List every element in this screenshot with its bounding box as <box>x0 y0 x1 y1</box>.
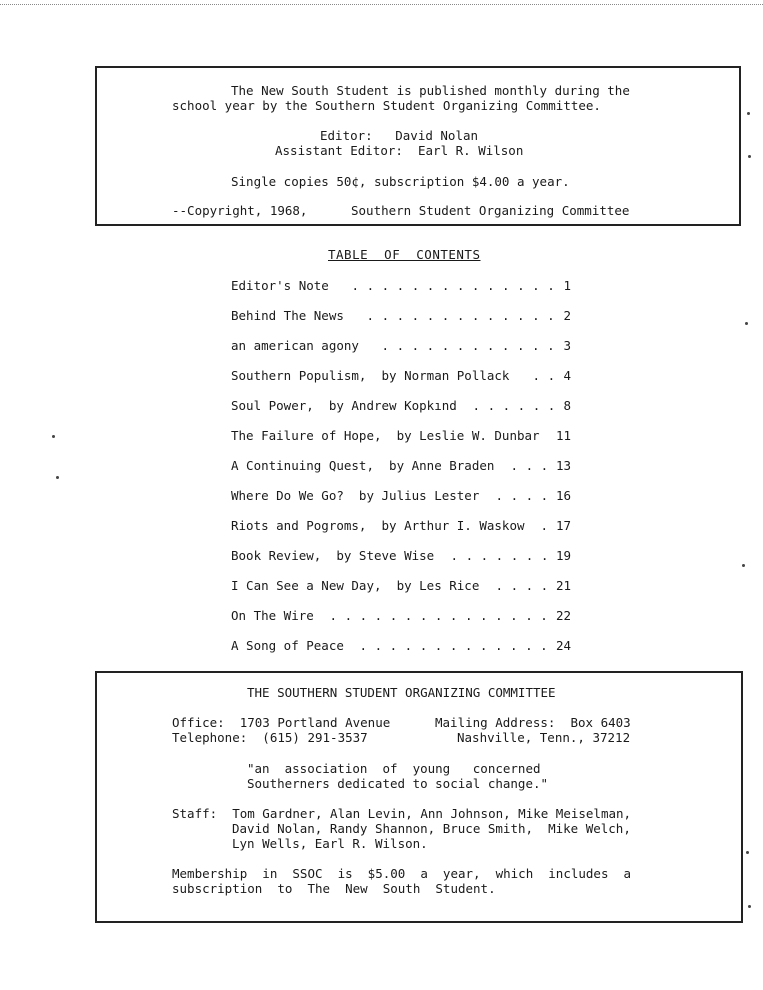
scan-speck <box>748 155 751 158</box>
toc-entry-title: Southern Populism, by Norman Pollack <box>231 368 510 383</box>
staff-line-1: Staff: Tom Gardner, Alan Levin, Ann Johnson, Mike Meiselman, <box>172 806 632 821</box>
toc-leader-dots: . <box>533 518 549 533</box>
toc-entry-title: Riots and Pogroms, by Arthur I. Waskow <box>231 518 525 533</box>
toc-entry-title: On The Wire <box>231 608 314 623</box>
editor-line: Editor: David Nolan <box>320 128 479 143</box>
staff-line-3: Lyn Wells, Earl R. Wilson. <box>232 836 428 851</box>
toc-entry-page: 17 <box>555 518 571 533</box>
toc-entry <box>231 308 571 324</box>
ssoc-heading: THE SOUTHERN STUDENT ORGANIZING COMMITTEE <box>247 685 556 700</box>
toc-entry <box>231 398 571 414</box>
toc-leader-dots: . . . . . . . . . . . . . . <box>344 278 555 293</box>
toc-entry <box>231 608 571 624</box>
toc-leader-dots: . . . . <box>488 488 549 503</box>
staff-line-2: David Nolan, Randy Shannon, Bruce Smith, Mike Welch, <box>232 821 631 836</box>
toc-entry-title: A Continuing Quest, by Anne Braden <box>231 458 495 473</box>
scan-speck <box>56 476 59 479</box>
toc-entry-title: A Song of Peace <box>231 638 344 653</box>
toc-entry-page: 1 <box>563 278 571 293</box>
toc-leader-dots: . . . . . . . . . . . . . <box>359 308 555 323</box>
motto-line-2: Southerners dedicated to social change." <box>247 776 549 791</box>
scan-speck <box>747 112 750 115</box>
telephone: Telephone: (615) 291-3537 <box>172 730 368 745</box>
toc-heading: TABLE OF CONTENTS <box>328 247 481 262</box>
office-address: Office: 1703 Portland Avenue <box>172 715 391 730</box>
scan-speck <box>745 322 748 325</box>
toc-entry <box>231 278 571 294</box>
scan-speck <box>748 905 751 908</box>
toc-entry <box>231 578 571 594</box>
toc-leader-dots: . . . . . . . <box>443 548 549 563</box>
toc-entry <box>231 458 571 474</box>
toc-entry <box>231 488 571 504</box>
toc-entry-page: 19 <box>555 548 571 563</box>
toc-leader-dots: . . . . . . . . . . . . . <box>352 638 548 653</box>
assistant-editor-line: Assistant Editor: Earl R. Wilson <box>275 143 524 158</box>
membership-line-1: Membership in SSOC is $5.00 a year, which includes a <box>172 866 632 881</box>
copyright-line: --Copyright, 1968, <box>172 203 308 218</box>
toc-leader-dots: . . . . <box>488 578 549 593</box>
toc-entry-title: I Can See a New Day, by Les Rice <box>231 578 480 593</box>
toc-entry-title: Soul Power, by Andrew Kopkınd <box>231 398 457 413</box>
scan-speck <box>52 435 55 438</box>
toc-entry-title: an american agony <box>231 338 359 353</box>
membership-line-2: subscription to The New South Student. <box>172 881 496 896</box>
toc-entry <box>231 518 571 534</box>
toc-leader-dots: . . <box>525 368 556 383</box>
toc-entry-page: 13 <box>555 458 571 473</box>
toc-entry <box>231 368 571 384</box>
toc-entry-page: 3 <box>563 338 571 353</box>
toc-entry-page: 11 <box>555 428 571 443</box>
toc-entry <box>231 338 571 354</box>
toc-entry-title: Editor's Note <box>231 278 329 293</box>
toc-entry-page: 21 <box>555 578 571 593</box>
toc-entry-title: Behind The News <box>231 308 344 323</box>
pricing-line: Single copies 50¢, subscription $4.00 a year. <box>231 174 570 189</box>
scan-speck <box>742 564 745 567</box>
toc-entry <box>231 428 571 444</box>
toc-entry <box>231 548 571 564</box>
toc-entry <box>231 638 571 654</box>
toc-leader-dots: . . . <box>503 458 549 473</box>
toc-entry-title: Book Review, by Steve Wise <box>231 548 435 563</box>
toc-entry-page: 16 <box>555 488 571 503</box>
toc-leader-dots: . . . . . . <box>465 398 556 413</box>
toc-leader-dots: . . . . . . . . . . . . <box>374 338 555 353</box>
copyright-holder: Southern Student Organizing Committee <box>351 203 630 218</box>
toc-entry-page: 4 <box>563 368 571 383</box>
toc-entry-title: Where Do We Go? by Julius Lester <box>231 488 480 503</box>
mailing-address-1: Mailing Address: Box 6403 <box>435 715 631 730</box>
toc-entry-page: 2 <box>563 308 571 323</box>
motto-line-1: "an association of young concerned <box>247 761 541 776</box>
toc-leader-dots: . . . . . . . . . . . . . . . <box>322 608 548 623</box>
masthead-line-1: The New South Student is published monthly during the <box>231 83 630 98</box>
toc-entry-page: 22 <box>555 608 571 623</box>
toc-entry-page: 8 <box>563 398 571 413</box>
toc-entry-title: The Failure of Hope, by Leslie W. Dunbar <box>231 428 540 443</box>
toc-entry-page: 24 <box>555 638 571 653</box>
mailing-address-2: Nashville, Tenn., 37212 <box>457 730 631 745</box>
top-edge-rule <box>0 4 763 5</box>
masthead-line-2: school year by the Southern Student Organizing Committee. <box>172 98 601 113</box>
scan-speck <box>746 851 749 854</box>
